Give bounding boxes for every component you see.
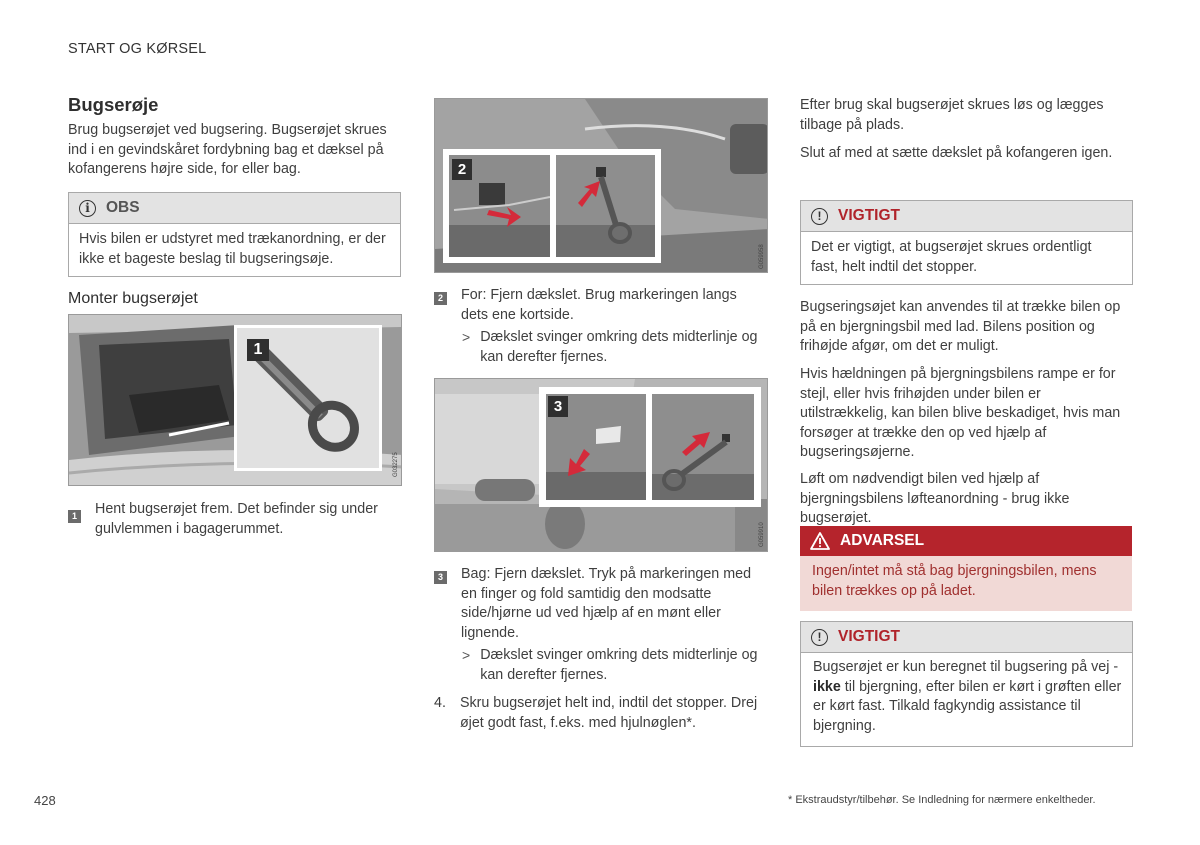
important-note-body <box>801 232 1132 284</box>
important-note-box <box>800 200 1133 285</box>
image-number-badge: 2 <box>452 159 472 180</box>
step-3 <box>434 565 764 643</box>
important-note-body <box>801 653 1132 746</box>
result-marker: > <box>462 647 471 663</box>
important-note-label: VIGTIGT <box>838 628 900 645</box>
step-3-result <box>462 646 792 685</box>
step-text: Hent bugserøjet frem. Det befinder sig under gulvlemmen i bagagerummet. <box>95 501 378 537</box>
inset-frame <box>443 149 661 263</box>
important-note-header <box>801 201 1132 232</box>
image-number-badge: 3 <box>548 396 568 417</box>
step-number: 4. <box>434 695 446 711</box>
paragraph-after-use: Efter brug skal bugserøjet skrues løs og lægges tilbage på plads. <box>800 97 1104 133</box>
image-code: G059958 <box>759 244 765 269</box>
result-text: Dækslet svinger omkring dets midterlinje og kan derefter fjernes. <box>480 329 758 365</box>
obs-note-label: OBS <box>106 199 140 216</box>
step-text: Skru bugserøjet helt ind, indtil det stopper. Drej øjet godt fast, f.eks. med hjulnøglen*. <box>459 695 758 731</box>
step-number: 1 <box>68 510 81 523</box>
text-after: til bjergning, efter bilen er kørt i grøften eller er kørt fast. Tilkald fagkyndig assistance til bjergning. <box>813 678 1122 734</box>
illustration-front-bumper <box>434 98 768 273</box>
exclamation-icon: ! <box>811 629 828 646</box>
step-text: For: Fjern dækslet. Brug markeringen langs dets ene kortside. <box>461 287 737 323</box>
warning-text: Ingen/intet må stå bag bjergningsbilen, mens bilen trækkes op på ladet. <box>812 563 1097 599</box>
rear-eye-drawing <box>652 394 754 500</box>
subheading-mount: Monter bugserøjet <box>68 290 198 307</box>
step-text: Bag: Fjern dækslet. Tryk på markeringen med en finger og fold samtidig den modsatte side/hjørne ud ved hjælp af en mønt eller lignende. <box>461 566 752 641</box>
step-number: 3 <box>434 571 447 584</box>
paragraph-ramp: Hvis hældningen på bjergningsbilens rampe er for stejl, eller hvis frihøjden under bilen er utilstrækkelig, kan bilen blive beskadiget, hvis man forsøger at trække den op ved hjælp af bugseringsøjerne. <box>800 366 1121 460</box>
text-before: Bugserøjet er kun beregnet til bugsering på vej - <box>813 659 1119 675</box>
step-number: 2 <box>434 292 447 305</box>
image-number-badge: 1 <box>247 339 269 361</box>
section-header: START OG KØRSEL <box>68 41 207 57</box>
important-note-label: VIGTIGT <box>838 207 900 224</box>
warning-triangle-icon <box>810 532 830 550</box>
illustration-rear-bumper <box>434 378 768 552</box>
warning-label: ADVARSEL <box>840 532 925 549</box>
paragraph-recovery: Bugseringsøjet kan anvendes til at trække bilen op på en bjergningsbil med lad. Bilens position og frihøjde afgør, om det er muligt. <box>800 299 1121 354</box>
important-note-header <box>801 622 1132 653</box>
intro-paragraph: Brug bugserøjet ved bugsering. Bugserøjet skrues ind i en gevindskåret fordybning bag et dæksel på kofangerens højre side, for eller bag. <box>68 122 387 177</box>
important-note-text: Det er vigtigt, at bugserøjet skrues ordentligt fast, helt indtil det stopper. <box>811 239 1092 275</box>
inset-frame <box>539 387 761 507</box>
eye-mount-drawing <box>556 155 655 257</box>
image-code: G059910 <box>759 522 765 547</box>
exclamation-icon: ! <box>811 208 828 225</box>
info-icon: i <box>79 200 96 217</box>
image-code: G032275 <box>393 452 399 477</box>
illustration-trunk <box>68 314 402 486</box>
step-2-result <box>462 328 792 367</box>
obs-note-text: Hvis bilen er udstyret med trækanordning, er der ikke et bageste beslag til bugseringsøje. <box>79 231 386 267</box>
step-2 <box>434 286 764 325</box>
obs-note-body <box>69 224 400 276</box>
text-emphasis: ikke <box>813 678 841 695</box>
section-title: Bugserøje <box>68 94 159 115</box>
result-text: Dækslet svinger omkring dets midterlinje og kan derefter fjernes. <box>480 647 758 683</box>
footnote: * Ekstraudstyr/tilbehør. Se Indledning for nærmere enkeltheder. <box>788 794 1096 806</box>
step-4 <box>434 694 764 733</box>
important-note-text <box>813 658 1122 736</box>
paragraph-lift: Løft om nødvendigt bilen ved hjælp af bjergningsbilens løfteanordning - brug ikke bugserøjet. <box>800 471 1070 526</box>
warning-box <box>800 526 1132 611</box>
warning-header <box>800 526 1132 556</box>
inset-rear-eye <box>652 394 754 500</box>
paragraph-replace-cover: Slut af med at sætte dækslet på kofangeren igen. <box>800 145 1113 161</box>
inset-towing-eye-mount <box>556 155 655 257</box>
step-1 <box>68 500 401 539</box>
obs-note-box <box>68 192 401 277</box>
obs-note-header <box>69 193 400 224</box>
result-marker: > <box>462 329 471 345</box>
page-number: 428 <box>34 793 56 808</box>
important-note-box-2 <box>800 621 1133 747</box>
warning-body <box>800 556 1132 611</box>
